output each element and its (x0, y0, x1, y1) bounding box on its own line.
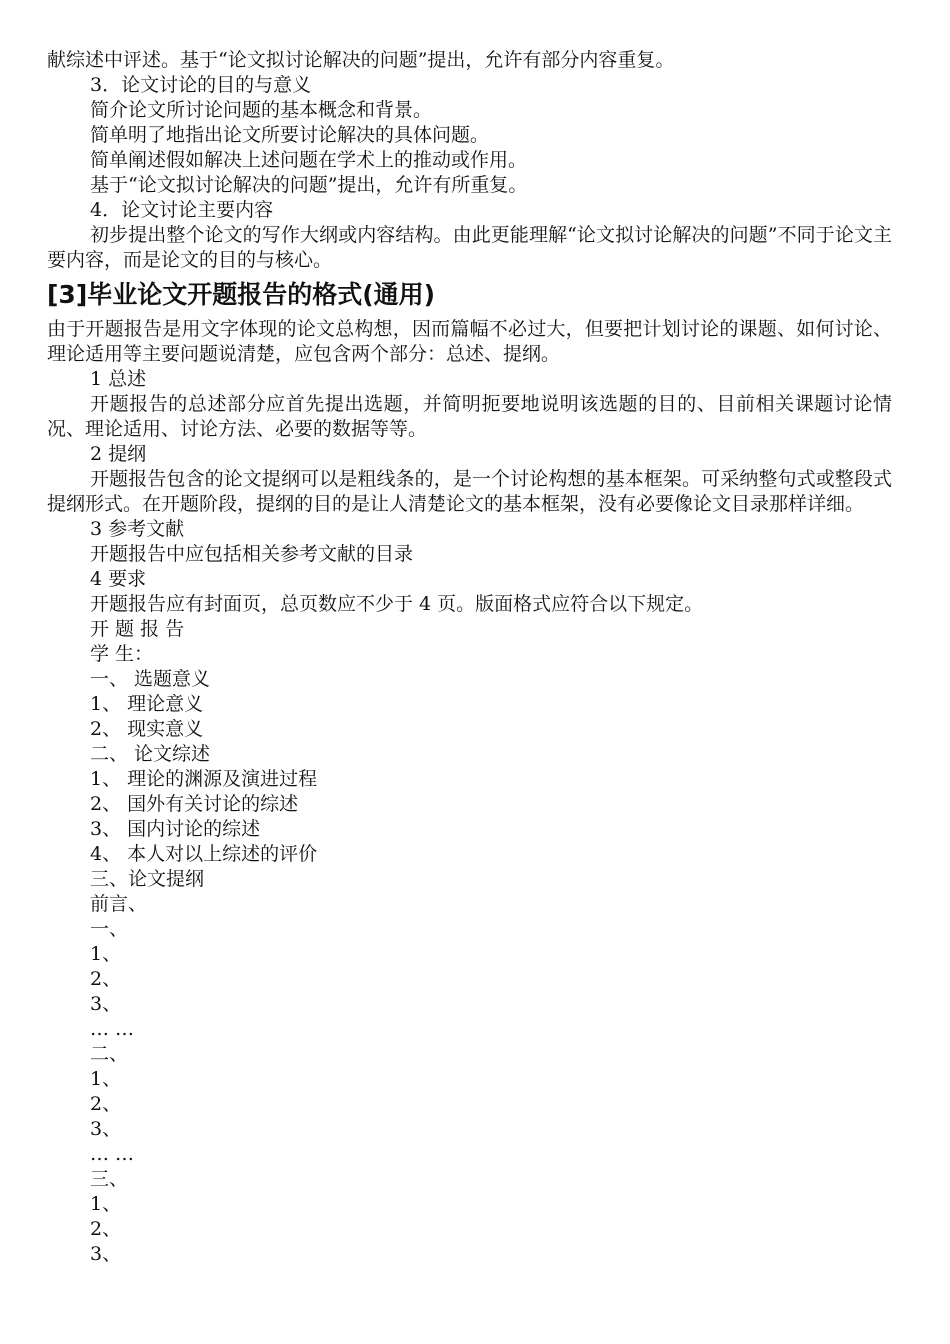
part-3-paragraph: 开题报告中应包括相关参考文献的目录 (90, 543, 414, 565)
template-line: 学 生： (90, 643, 154, 665)
template-line: 2、 (90, 1218, 122, 1240)
template-line: 三、 (90, 1168, 129, 1190)
template-line: 3、 (90, 1118, 122, 1140)
template-line: 4、 本人对以上综述的评价 (90, 843, 318, 865)
template-line: 3、 (90, 993, 122, 1015)
template-line: 1、 (90, 1068, 122, 1090)
continuation-paragraph: 献综述中评述。基于“论文拟讨论解决的问题”提出，允许有部分内容重复。 (47, 49, 675, 71)
section-4-title: 4．论文讨论主要内容 (90, 199, 274, 221)
section-3-item: 简单明了地指出论文所要讨论解决的具体问题。 (90, 124, 490, 146)
template-line: 二、 (90, 1043, 129, 1065)
section-3-item: 基于“论文拟讨论解决的问题”提出，允许有所重复。 (90, 174, 528, 196)
template-line: 2、 (90, 1093, 122, 1115)
template-line: … … (90, 1018, 135, 1040)
section-3-title: 3．论文讨论的目的与意义 (90, 74, 312, 96)
template-line: 二、 论文综述 (90, 743, 211, 765)
template-line: 1、 (90, 1193, 122, 1215)
part-4-title: 4 要求 (90, 568, 147, 590)
template-line: 2、 现实意义 (90, 718, 204, 740)
template-line: 2、 国外有关讨论的综述 (90, 793, 299, 815)
template-line: 前言、 (90, 893, 148, 915)
template-line: 2、 (90, 968, 122, 990)
part-1-paragraph: 开题报告的总述部分应首先提出选题，并简明扼要地说明该选题的目的、目前相关课题讨论情况、理论适用、讨论方法、必要的数据等等。 (47, 393, 892, 440)
template-line: 1、 (90, 943, 122, 965)
template-line: … … (90, 1143, 135, 1165)
section-heading: [3]毕业论文开题报告的格式(通用) (47, 280, 436, 309)
template-line: 1、 理论意义 (90, 693, 204, 715)
template-line: 开 题 报 告 (90, 618, 185, 640)
template-line: 1、 理论的渊源及演进过程 (90, 768, 318, 790)
template-line: 3、 (90, 1243, 122, 1265)
part-2-title: 2 提纲 (90, 443, 147, 465)
section-3-item: 简单阐述假如解决上述问题在学术上的推动或作用。 (90, 149, 528, 171)
lead-paragraph: 由于开题报告是用文字体现的论文总构想，因而篇幅不必过大，但要把计划讨论的课题、如何讨论、理论适用等主要问题说清楚，应包含两个部分：总述、提纲。 (47, 318, 892, 365)
part-1-title: 1 总述 (90, 368, 147, 390)
template-line: 三、论文提纲 (90, 868, 205, 890)
template-line: 一、 (90, 918, 129, 940)
section-4-paragraph: 初步提出整个论文的写作大纲或内容结构。由此更能理解“论文拟讨论解决的问题”不同于论文主要内容，而是论文的目的与核心。 (47, 224, 892, 271)
template-line: 一、 选题意义 (90, 668, 211, 690)
part-4-paragraph: 开题报告应有封面页，总页数应不少于 4 页。版面格式应符合以下规定。 (90, 593, 704, 615)
template-line: 3、 国内讨论的综述 (90, 818, 261, 840)
report-template-outline (47, 617, 892, 1267)
part-3-title: 3 参考文献 (90, 518, 185, 540)
part-2-paragraph: 开题报告包含的论文提纲可以是粗线条的，是一个讨论构想的基本框架。可采纳整句式或整段式提纲形式。在开题阶段，提纲的目的是让人清楚论文的基本框架，没有必要像论文目录那样详细。 (47, 468, 892, 515)
section-3-item: 简介论文所讨论问题的基本概念和背景。 (90, 99, 433, 121)
document-page (47, 48, 892, 1267)
